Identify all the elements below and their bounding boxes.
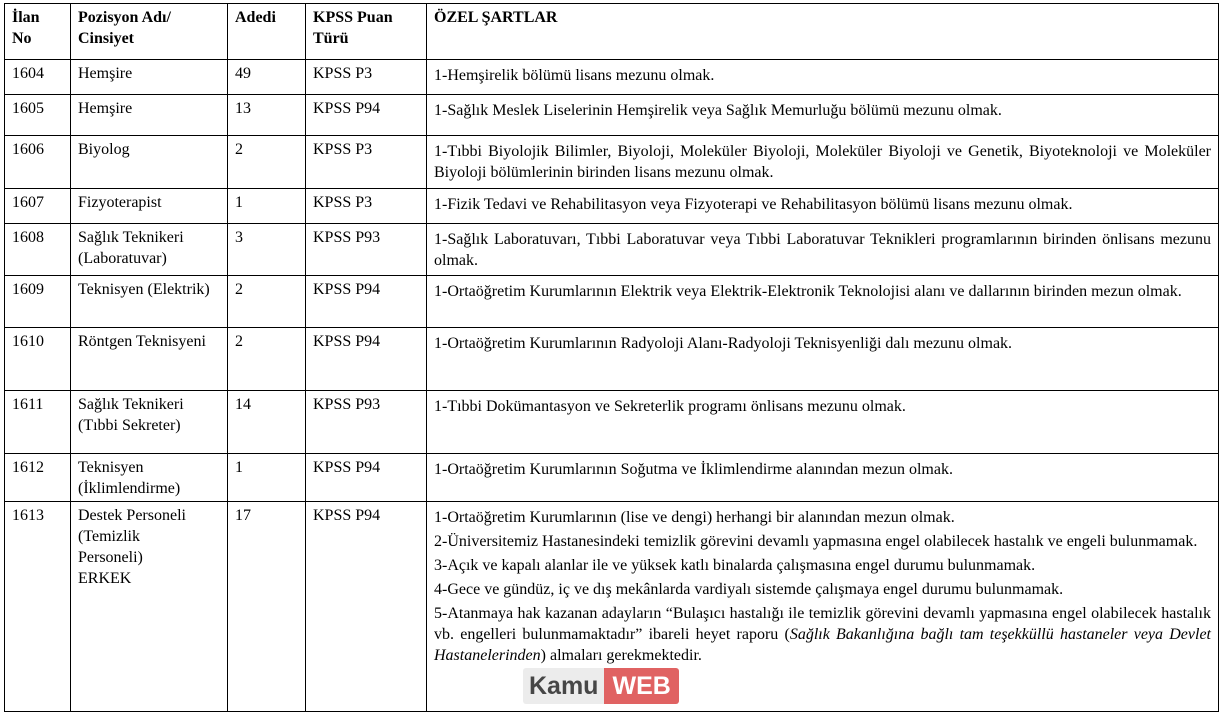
table-row: [5, 60, 1219, 95]
cell-pozisyon: [71, 502, 228, 712]
table-row: [5, 95, 1219, 136]
cell-kpss: KPSS P94: [306, 328, 427, 391]
table-row: [5, 328, 1219, 391]
watermark-kamu: Kamu: [523, 668, 604, 704]
cell-ilan-no: 1608: [5, 224, 71, 276]
pozisyon-line: (Temizlik: [78, 528, 140, 545]
cell-adedi: 2: [228, 328, 306, 391]
sart-item: 1-Sağlık Meslek Liselerinin Hemşirelik veya Sağlık Memurluğu bölümü mezunu olmak.: [434, 102, 1002, 119]
sart-item: 2-Üniversitemiz Hastanesindeki temizlik görevini devamlı yapmasına engel olabilecek hastalık ve engeli bulunmamak.: [434, 533, 1198, 550]
kamuweb-watermark-logo: [523, 666, 697, 706]
cell-pozisyon: Sağlık Teknikeri (Laboratuvar): [71, 224, 228, 276]
cell-adedi: 49: [228, 60, 306, 95]
cell-ozel-sartlar: [427, 136, 1219, 189]
cell-ilan-no: 1604: [5, 60, 71, 95]
sart-item: 1-Ortaöğretim Kurumlarının Radyoloji Alanı-Radyoloji Teknisyenliği dalı mezunu olmak.: [434, 335, 1013, 352]
cell-adedi: 1: [228, 189, 306, 224]
sart-item: 1-Sağlık Laboratuvarı, Tıbbi Laboratuvar veya Tıbbi Laboratuvar Teknikleri programlarının birinden önlisans mezunu olmak.: [434, 231, 1211, 269]
cell-ozel-sartlar: [427, 224, 1219, 276]
sart-item: 4-Gece ve gündüz, iç ve dış mekânlarda vardiyalı sistemde çalışmaya engel durumu bulunmamak.: [434, 581, 1064, 598]
sart-item: 1-Ortaöğretim Kurumlarının Soğutma ve İklimlendirme alanından mezun olmak.: [434, 461, 953, 478]
cell-ilan-no: 1605: [5, 95, 71, 136]
cell-ozel-sartlar: [427, 328, 1219, 391]
sart5-part-c: ) almaları gerekmektedir.: [540, 647, 702, 664]
cell-adedi: 2: [228, 276, 306, 328]
cell-kpss: KPSS P3: [306, 60, 427, 95]
watermark-web: WEB: [604, 668, 678, 704]
header-adedi: Adedi: [228, 4, 306, 60]
cell-kpss: KPSS P94: [306, 502, 427, 712]
header-ilan-no: İlan No: [5, 4, 71, 60]
table-row: [5, 136, 1219, 189]
cell-ilan-no: 1607: [5, 189, 71, 224]
table-row: [5, 454, 1219, 502]
cell-ozel-sartlar: [427, 189, 1219, 224]
cell-pozisyon: Hemşire: [71, 95, 228, 136]
cell-ozel-sartlar: [427, 391, 1219, 454]
ilan-table: [4, 3, 1219, 712]
cell-ozel-sartlar: [427, 454, 1219, 502]
header-row: [5, 4, 1219, 60]
table-row: [5, 189, 1219, 224]
pozisyon-line: Personeli): [78, 549, 143, 566]
sart-item: 1-Tıbbi Biyolojik Bilimler, Biyoloji, Moleküler Biyoloji, Moleküler Biyoloji ve Genetik, Biyoteknoloji ve Moleküler Biyoloji bölümlerinin birinden lisans mezunu olmak.: [434, 143, 1211, 181]
sart-item: 1-Ortaöğretim Kurumlarının (lise ve dengi) herhangi bir alanından mezun olmak.: [434, 509, 955, 526]
header-pozisyon: Pozisyon Adı/ Cinsiyet: [71, 4, 228, 60]
pozisyon-line: ERKEK: [78, 570, 132, 587]
header-kpss: KPSS Puan Türü: [306, 4, 427, 60]
header-ozel-sartlar: ÖZEL ŞARTLAR: [427, 4, 1219, 60]
sart-item: 1-Tıbbi Dokümantasyon ve Sekreterlik programı önlisans mezunu olmak.: [434, 398, 906, 415]
sart-item: 1-Hemşirelik bölümü lisans mezunu olmak.: [434, 67, 715, 84]
cell-kpss: KPSS P94: [306, 276, 427, 328]
cell-adedi: 14: [228, 391, 306, 454]
sart5-part-a: 5-Atanmaya hak kazanan adayların “Bulaşıcı hastalığı ile temizlik görevini devamlı yapmasına engel olabilecek hastalık vb. engelleri bulunmamaktadır” ibareli heyet raporu (: [434, 605, 1211, 643]
cell-ozel-sartlar: [427, 60, 1219, 95]
cell-kpss: KPSS P93: [306, 224, 427, 276]
table-row: [5, 224, 1219, 276]
cell-adedi: 2: [228, 136, 306, 189]
cell-kpss: KPSS P3: [306, 136, 427, 189]
table-row: [5, 276, 1219, 328]
cell-ilan-no: 1612: [5, 454, 71, 502]
sart-item: 3-Açık ve kapalı alanlar ile ve yüksek katlı binalarda çalışmasına engel durumu bulunmamak.: [434, 557, 1036, 574]
cell-ozel-sartlar: [427, 276, 1219, 328]
cell-ilan-no: 1606: [5, 136, 71, 189]
cell-pozisyon: Hemşire: [71, 60, 228, 95]
cell-pozisyon: Röntgen Teknisyeni: [71, 328, 228, 391]
cell-ilan-no: 1611: [5, 391, 71, 454]
sart-item-5: [434, 603, 1211, 666]
cell-kpss: KPSS P94: [306, 454, 427, 502]
table-row: [5, 391, 1219, 454]
cell-ilan-no: 1609: [5, 276, 71, 328]
pozisyon-line: Destek Personeli: [78, 507, 186, 524]
cell-adedi: 3: [228, 224, 306, 276]
cell-ilan-no: 1610: [5, 328, 71, 391]
cell-kpss: KPSS P3: [306, 189, 427, 224]
cell-pozisyon: Biyolog: [71, 136, 228, 189]
cell-pozisyon: Teknisyen (İklimlendirme): [71, 454, 228, 502]
cell-adedi: 17: [228, 502, 306, 712]
cell-adedi: 1: [228, 454, 306, 502]
cell-adedi: 13: [228, 95, 306, 136]
cell-ilan-no: 1613: [5, 502, 71, 712]
sart-item: 1-Fizik Tedavi ve Rehabilitasyon veya Fizyoterapi ve Rehabilitasyon bölümü lisans mezunu olmak.: [434, 196, 1073, 213]
cell-kpss: KPSS P93: [306, 391, 427, 454]
cell-kpss: KPSS P94: [306, 95, 427, 136]
cell-pozisyon: Fizyoterapist: [71, 189, 228, 224]
cell-ozel-sartlar: [427, 95, 1219, 136]
cell-pozisyon: Teknisyen (Elektrik): [71, 276, 228, 328]
sart-item: 1-Ortaöğretim Kurumlarının Elektrik veya Elektrik-Elektronik Teknolojisi alanı ve dallarının birinden mezun olmak.: [434, 283, 1182, 300]
sart5-italic: Sağlık Bakanlığına bağlı tam teşekküllü hastaneler veya Devlet Hastanelerinden: [434, 626, 1211, 664]
cell-pozisyon: Sağlık Teknikeri (Tıbbi Sekreter): [71, 391, 228, 454]
